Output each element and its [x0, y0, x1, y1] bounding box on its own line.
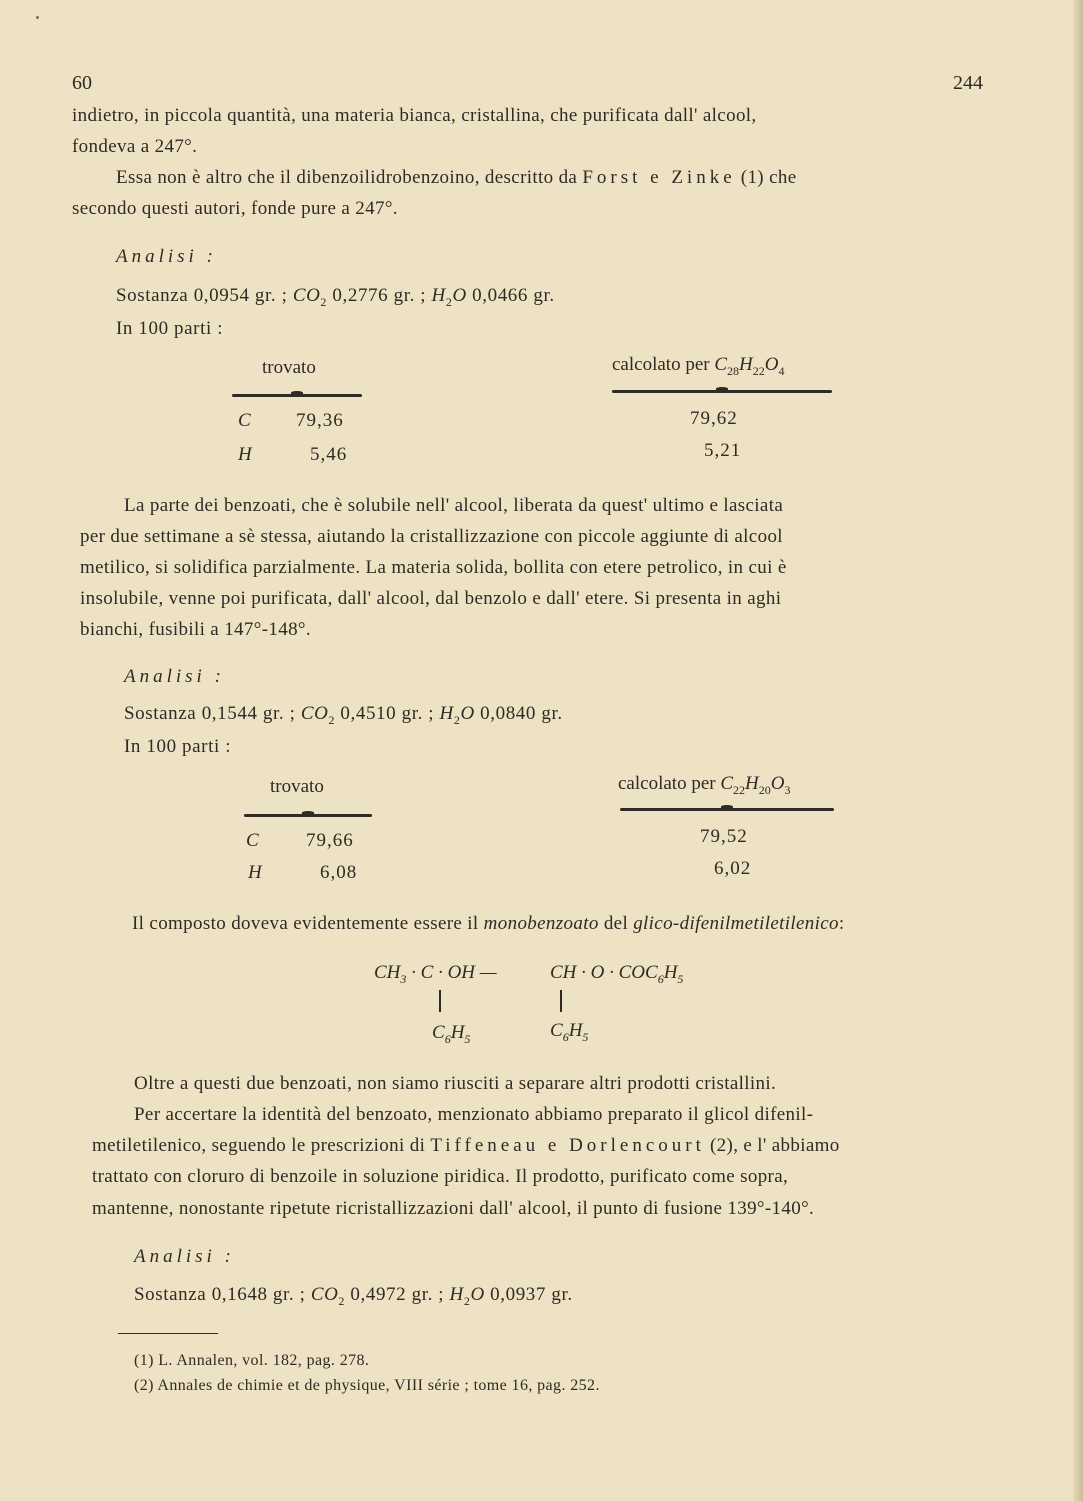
h2o-label-o: O: [452, 285, 467, 306]
h2o-label-h: H: [439, 703, 454, 724]
analisi-heading-3: Analisi :: [134, 1246, 235, 1267]
analisi-3-co2-value: 0,4972 gr. ;: [350, 1284, 445, 1305]
formula-o-sub: 4: [778, 363, 785, 378]
element-h-label: H: [248, 862, 262, 883]
page-edge: [1073, 0, 1083, 1501]
formula-h-sub: 20: [758, 782, 771, 797]
paragraph-4-text-a: Il composto doveva evidentemente essere il: [132, 913, 479, 934]
co2-label: CO: [310, 1284, 339, 1305]
formula-h-sub: 22: [752, 363, 765, 378]
analisi-2-calcolato-heading: [618, 773, 791, 798]
analisi-2-trovato-heading: trovato: [270, 776, 324, 797]
bond-line-right: [560, 990, 562, 1012]
paragraph-3-line-5: bianchi, fusibili a 147°-148°.: [80, 619, 311, 640]
paragraph-3-line-4: insolubile, venne poi purificata, dall' alcool, dal benzolo e dall' etere. Si presenta in aghi: [80, 588, 782, 609]
c-calc-value: 79,62: [690, 408, 738, 429]
formula-coh: · C · OH —: [411, 962, 497, 983]
analisi-2-sostanza-text: Sostanza 0,1544 gr. ;: [124, 703, 296, 724]
paragraph-2-text-a: Essa non è altro che il dibenzoilidrobenzoino, descritto da: [116, 167, 578, 188]
analisi-1-sostanza: [116, 285, 555, 310]
analisi-2-co2-value: 0,4510 gr. ;: [340, 703, 435, 724]
analisi-2-h2o-value: 0,0840 gr.: [480, 703, 563, 724]
analisi-heading-1: Analisi :: [116, 246, 217, 267]
analisi-1-trovato-heading: trovato: [262, 357, 316, 378]
structural-formula-right: [550, 962, 683, 987]
h2o-label-o: O: [470, 1284, 485, 1305]
paragraph-5-text-c: (2), e l' abbiamo: [709, 1135, 840, 1156]
h-calc-value: 6,02: [714, 858, 752, 879]
footnote-2: (2) Annales de chimie et de physique, VIII série ; tome 16, pag. 252.: [134, 1377, 600, 1394]
h2o-subscript: 2: [445, 294, 453, 309]
phenyl-h: H: [450, 1022, 465, 1043]
calcolato-text: calcolato per: [612, 354, 710, 375]
glico-term: glico-difenilmetiletilenico: [633, 913, 839, 934]
formula-o-sub: 3: [784, 782, 791, 797]
structural-formula-left: [374, 962, 497, 987]
formula-h: H: [663, 962, 678, 983]
calcolato-brace: [612, 390, 832, 393]
paper-speck: [36, 16, 39, 19]
phenyl-c-sub: 6: [562, 1029, 569, 1044]
formula-c: C: [714, 354, 728, 375]
co2-label: CO: [300, 703, 329, 724]
paragraph-5-line-2: Per accertare la identità del benzoato, menzionato abbiamo preparato il glicol difenil-: [134, 1104, 814, 1125]
trovato-brace: [232, 394, 362, 397]
paragraph-4: [132, 908, 845, 940]
page-number-left: 60: [72, 72, 92, 94]
footnote-rule: [118, 1333, 218, 1334]
c-found-value: 79,36: [296, 410, 344, 431]
analisi-1-parti: In 100 parti :: [116, 318, 224, 339]
formula-c-sub: 22: [733, 782, 746, 797]
paragraph-4-colon: :: [838, 913, 845, 934]
paragraph-5-line-3: [92, 1130, 840, 1162]
bond-line-left: [439, 990, 441, 1012]
phenyl-c-sub: 6: [444, 1031, 451, 1046]
element-c-label: C: [238, 410, 251, 431]
phenyl-h: H: [568, 1020, 583, 1041]
analisi-3-sostanza: [134, 1284, 573, 1309]
paragraph-3-line-2: per due settimane a sè stessa, aiutando la cristallizzazione con piccole aggiunte di alcool: [80, 526, 783, 547]
page-number-right: 244: [953, 72, 983, 94]
analisi-1-co2-value: 0,2776 gr. ;: [332, 285, 427, 306]
paragraph-3-line-1: La parte dei benzoati, che è solubile nell' alcool, liberata da quest' ultimo e lasciata: [124, 495, 784, 516]
element-c-label: C: [246, 830, 259, 851]
footnote-1: (1) L. Annalen, vol. 182, pag. 278.: [134, 1352, 370, 1369]
h2o-label-h: H: [449, 1284, 464, 1305]
c-found-value: 79,66: [306, 830, 354, 851]
analisi-1-calcolato-heading: [612, 354, 785, 379]
paragraph-2-line-1: [116, 162, 797, 194]
formula-c-sub: 28: [727, 363, 740, 378]
co2-label: CO: [292, 285, 321, 306]
paragraph-4-text-c: del: [603, 913, 629, 934]
co2-subscript: 2: [338, 1293, 346, 1308]
paragraph-2-text-c: (1) che: [740, 167, 797, 188]
analisi-2-parti: In 100 parti :: [124, 736, 232, 757]
co2-subscript: 2: [328, 712, 336, 727]
phenyl-h-sub: 5: [464, 1031, 471, 1046]
paragraph-5-line-4: trattato con cloruro di benzoile in soluzione piridica. Il prodotto, purificato come sopra,: [92, 1166, 789, 1187]
h2o-label-o: O: [460, 703, 475, 724]
h2o-label-h: H: [431, 285, 446, 306]
h2o-subscript: 2: [453, 712, 461, 727]
trovato-brace: [244, 814, 372, 817]
formula-coc-sub: 6: [657, 971, 664, 986]
analisi-1-sostanza-text: Sostanza 0,0954 gr. ;: [116, 285, 288, 306]
formula-ch: CH: [374, 962, 401, 983]
paragraph-5-text-a: metiletilenico, seguendo le prescrizioni di: [92, 1135, 426, 1156]
paragraph-5-line-1: Oltre a questi due benzoati, non siamo riusciti a separare altri prodotti cristallini.: [134, 1073, 777, 1094]
analisi-3-sostanza-text: Sostanza 0,1648 gr. ;: [134, 1284, 306, 1305]
h-found-value: 5,46: [310, 444, 348, 465]
formula-c: C: [720, 773, 734, 794]
formula-h-sub: 5: [677, 971, 684, 986]
phenyl-right: [550, 1020, 588, 1045]
phenyl-c: C: [550, 1020, 563, 1041]
calcolato-brace: [620, 808, 834, 811]
formula-o: O: [770, 773, 785, 794]
paragraph-3-line-3: metilico, si solidifica parzialmente. La materia solida, bollita con etere petrolico, in cui è: [80, 557, 787, 578]
authors-tiffeneau-dorlencourt: Tiffeneau e Dorlencourt: [430, 1135, 705, 1156]
formula-ch-sub: 3: [400, 971, 407, 986]
paragraph-5-line-5: mantenne, nonostante ripetute ricristallizzazioni dall' alcool, il punto di fusione 139°-140°.: [92, 1198, 815, 1219]
formula-o: O: [764, 354, 779, 375]
analisi-heading-2: Analisi :: [124, 666, 225, 687]
calcolato-text: calcolato per: [618, 773, 716, 794]
h-calc-value: 5,21: [704, 440, 742, 461]
formula-h: H: [739, 354, 753, 375]
co2-subscript: 2: [320, 294, 328, 309]
phenyl-h-sub: 5: [582, 1029, 589, 1044]
analisi-1-h2o-value: 0,0466 gr.: [472, 285, 555, 306]
analisi-2-sostanza: [124, 703, 563, 728]
paragraph-1-line-1: indietro, in piccola quantità, una materia bianca, cristallina, che purificata dall' alcool,: [72, 105, 757, 126]
h2o-subscript: 2: [463, 1293, 471, 1308]
c-calc-value: 79,52: [700, 826, 748, 847]
phenyl-left: [432, 1022, 470, 1047]
formula-h: H: [745, 773, 759, 794]
h-found-value: 6,08: [320, 862, 358, 883]
monobenzoato-term: monobenzoato: [483, 913, 599, 934]
phenyl-c: C: [432, 1022, 445, 1043]
authors-forst-zinke: Forst e Zinke: [582, 167, 736, 188]
paragraph-1-line-2: fondeva a 247°.: [72, 136, 198, 157]
formula-ch-o-coc: CH · O · COC: [550, 962, 658, 983]
analisi-3-h2o-value: 0,0937 gr.: [490, 1284, 573, 1305]
element-h-label: H: [238, 444, 252, 465]
paragraph-2-line-2: secondo questi autori, fonde pure a 247°.: [72, 198, 398, 219]
